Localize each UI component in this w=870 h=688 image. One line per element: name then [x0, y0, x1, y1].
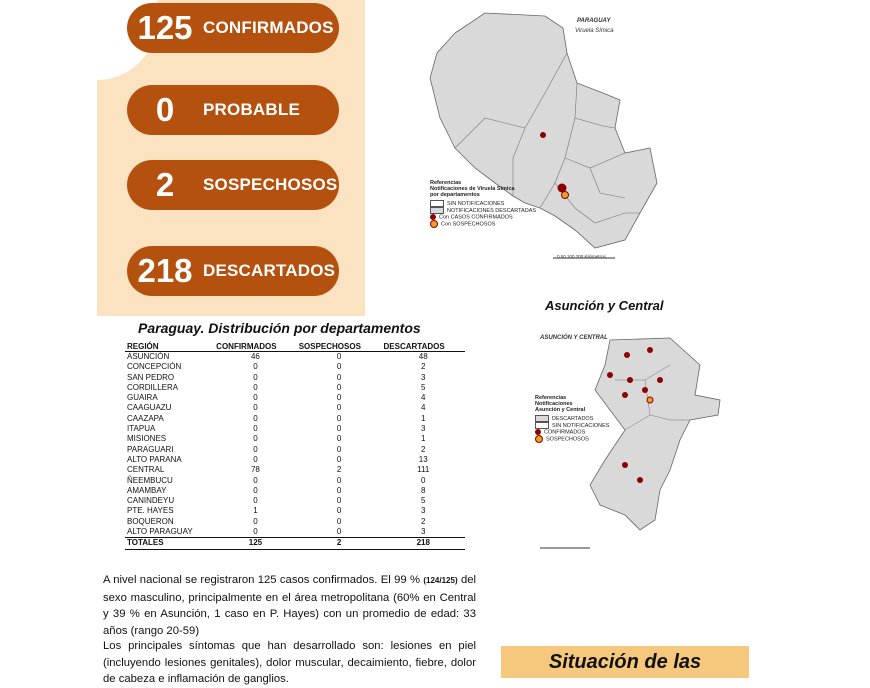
table-row: [125, 455, 465, 465]
value-cell: 0: [253, 485, 258, 495]
value-cell: 0: [253, 382, 258, 392]
central-map-heading: Asunción y Central: [545, 298, 664, 313]
confirmed-marker: [637, 477, 643, 483]
value-cell: 3: [421, 527, 426, 537]
stat-label: PROBABLE: [203, 100, 300, 119]
legend-subtitle2: Asunción y Central: [535, 407, 586, 413]
confirmed-dot-icon: [535, 429, 541, 435]
column-header: CONFIRMADOS: [214, 342, 297, 352]
confirmed-marker: [657, 377, 663, 383]
table-title: Paraguay. Distribución por departamentos: [138, 320, 421, 336]
stat-probable: [127, 85, 339, 135]
legend-item: DESCARTADOS: [535, 415, 610, 422]
column-header: DESCARTADOS: [382, 342, 466, 352]
legend-swatch: [430, 200, 444, 207]
value-cell: 0: [336, 444, 342, 454]
table-row: [125, 496, 465, 506]
region-cell: CANINDEYU: [127, 496, 175, 506]
value-cell: 2: [421, 444, 426, 454]
totals-label: TOTALES: [125, 538, 214, 549]
stat-number: 218: [137, 252, 193, 289]
table-row: [125, 527, 465, 538]
ratio-note: (124/125): [423, 576, 458, 585]
value-cell: 8: [421, 485, 426, 495]
value-cell: 0: [336, 475, 342, 485]
summary-paragraph: A nivel nacional se registraron 125 casos confirmados. El 99 % (124/125) del sexo masculino, principalmente en el área metropolitana (60% en Central y 39 % en Asunción, 1 caso en P. Hayes) con un promedio de edad: 33 años (rango 20-59): [103, 574, 477, 637]
value-cell: 0: [336, 506, 342, 516]
value-cell: 0: [336, 424, 342, 434]
value-cell: 0: [253, 393, 258, 403]
table-row: [125, 517, 465, 527]
suspect-dot-icon: [535, 435, 543, 443]
legend-title: Referencias: [430, 180, 462, 186]
value-cell: 5: [421, 496, 426, 506]
value-cell: 0: [253, 496, 258, 506]
value-cell: 0: [336, 352, 342, 361]
value-cell: 0: [336, 382, 342, 392]
stat-label: CONFIRMADOS: [203, 18, 334, 37]
value-cell: 1: [421, 413, 426, 423]
region-cell: GUAIRA: [127, 393, 158, 403]
value-cell: 0: [336, 485, 342, 495]
table-row: [125, 352, 465, 363]
legend-item: SIN NOTIFICACIONES: [430, 200, 550, 207]
value-cell: 0: [336, 413, 342, 423]
confirmed-marker: [647, 347, 653, 353]
table-row: [125, 393, 465, 403]
region-cell: ITAPUA: [127, 424, 156, 434]
value-cell: 0: [336, 454, 342, 464]
value-cell: 2: [421, 362, 426, 372]
confirmed-marker: [642, 387, 648, 393]
value-cell: 2: [336, 465, 342, 475]
value-cell: 0: [336, 362, 342, 372]
suspect-dot-icon: [430, 220, 438, 228]
region-cell: ASUNCIÓN: [127, 352, 170, 361]
totals-value: 2: [297, 538, 382, 549]
value-cell: 0: [336, 434, 342, 444]
value-cell: 0: [253, 362, 258, 372]
value-cell: 0: [336, 516, 342, 526]
value-cell: 0: [421, 475, 426, 485]
value-cell: 46: [250, 352, 260, 361]
totals-value: 125: [214, 538, 297, 549]
map-subtitle: Viruela Símica: [575, 28, 614, 34]
value-cell: 5: [421, 382, 426, 392]
table-row: [125, 476, 465, 486]
value-cell: 0: [253, 444, 258, 454]
value-cell: 0: [253, 454, 258, 464]
legend-item: SOSPECHOSOS: [535, 435, 610, 443]
value-cell: 0: [253, 475, 258, 485]
legend-title: Referencias: [535, 395, 567, 401]
symptoms-paragraph: Los principales síntomas que han desarrollado son: lesiones en piel (incluyendo lesiones genitales), dolor muscular, decaimiento, fiebre, dolor de cabeza e inflamación de ganglios.: [103, 640, 476, 685]
stat-number: 2: [155, 166, 175, 203]
table-row: [125, 403, 465, 413]
section-heading-situacion: Situación de las: [501, 646, 749, 678]
central-map-inner-title: ASUNCIÓN Y CENTRAL: [540, 335, 608, 341]
stat-sospechosos: [127, 160, 339, 210]
distribution-table: [125, 342, 465, 550]
value-cell: 0: [336, 403, 342, 413]
region-cell: CAAZAPA: [127, 413, 164, 423]
confirmed-dot-icon: [430, 214, 436, 220]
legend-swatch: [535, 422, 549, 429]
stat-number: 125: [137, 9, 193, 46]
region-cell: CAAGUAZU: [127, 403, 172, 413]
table-row: [125, 362, 465, 372]
map-title: PARAGUAY: [577, 18, 611, 24]
value-cell: 4: [421, 393, 426, 403]
value-cell: 0: [336, 496, 342, 506]
region-cell: SAN PEDRO: [127, 372, 175, 382]
region-cell: CONCEPCIÓN: [127, 362, 182, 372]
value-cell: 1: [253, 506, 258, 516]
value-cell: 48: [418, 352, 428, 361]
confirmed-marker: [627, 377, 633, 383]
paraguay-map: [425, 8, 670, 270]
table-row: [125, 465, 465, 475]
legend-item: Con CASOS CONFIRMADOS: [430, 214, 550, 220]
legend-item: SIN NOTIFICACIONES: [535, 422, 610, 429]
region-cell: ALTO PARAGUAY: [127, 527, 193, 537]
table-row: [125, 383, 465, 393]
confirmed-marker: [622, 462, 628, 468]
value-cell: 0: [253, 372, 258, 382]
value-cell: 3: [421, 506, 426, 516]
suspect-marker: [562, 192, 569, 199]
table-header-row: [125, 342, 465, 352]
table-row: [125, 445, 465, 455]
table-row: [125, 414, 465, 424]
region-cell: PTE. HAYES: [127, 506, 174, 516]
value-cell: 13: [418, 454, 428, 464]
stat-label: DESCARTADOS: [203, 261, 336, 280]
value-cell: 0: [336, 527, 342, 537]
confirmed-marker: [607, 372, 613, 378]
value-cell: 0: [253, 434, 258, 444]
value-cell: 1: [421, 434, 426, 444]
totals-row: [125, 538, 465, 549]
confirmed-marker: [622, 392, 628, 398]
value-cell: 4: [421, 403, 426, 413]
central-legend: [535, 395, 610, 443]
legend-item: CONFIRMADOS: [535, 429, 610, 435]
legend-swatch: [535, 415, 549, 422]
value-cell: 111: [417, 465, 430, 475]
map-legend: [430, 180, 550, 228]
stat-descartados: [127, 246, 339, 296]
value-cell: 0: [253, 403, 258, 413]
table-row: [125, 486, 465, 496]
value-cell: 0: [336, 393, 342, 403]
legend-subtitle: Notificaciones de Viruela Símica: [430, 186, 515, 192]
column-header: SOSPECHOSOS: [297, 342, 382, 352]
totals-value: 218: [382, 538, 466, 549]
legend-item: Con SOSPECHOSOS: [430, 220, 550, 228]
value-cell: 3: [421, 424, 426, 434]
region-cell: ÑEEMBUCU: [127, 475, 173, 485]
table-row: [125, 424, 465, 434]
region-cell: CORDILLERA: [127, 382, 179, 392]
stat-confirmados: [127, 3, 339, 53]
value-cell: 0: [253, 413, 258, 423]
table-row: [125, 434, 465, 444]
legend-swatch: [430, 207, 444, 214]
value-cell: 0: [336, 372, 342, 382]
legend-subtitle2: por departamentos: [430, 192, 480, 198]
stat-label: SOSPECHOSOS: [203, 175, 338, 194]
table-row: [125, 506, 465, 516]
value-cell: 0: [253, 527, 258, 537]
value-cell: 2: [421, 516, 426, 526]
legend-subtitle: Notificaciones: [535, 401, 573, 407]
region-cell: MISIONES: [127, 434, 167, 444]
map-scale: 0 50 100 200 Kilómetros: [557, 254, 606, 259]
confirmed-marker: [624, 352, 630, 358]
region-cell: AMAMBAY: [127, 485, 167, 495]
value-cell: 3: [421, 372, 426, 382]
region-cell: PARAGUARI: [127, 444, 174, 454]
suspect-marker: [647, 397, 653, 403]
confirmed-marker: [540, 132, 546, 138]
value-cell: 0: [253, 516, 258, 526]
legend-item: NOTIFICACIONES DESCARTADAS: [430, 207, 550, 214]
value-cell: 0: [253, 424, 258, 434]
value-cell: 78: [250, 465, 260, 475]
region-cell: BOQUERON: [127, 516, 174, 526]
region-cell: ALTO PARANA: [127, 454, 182, 464]
stat-number: 0: [155, 91, 175, 128]
table-body: [125, 352, 465, 550]
table-row: [125, 373, 465, 383]
column-header: REGIÓN: [125, 342, 214, 352]
region-cell: CENTRAL: [127, 465, 165, 475]
